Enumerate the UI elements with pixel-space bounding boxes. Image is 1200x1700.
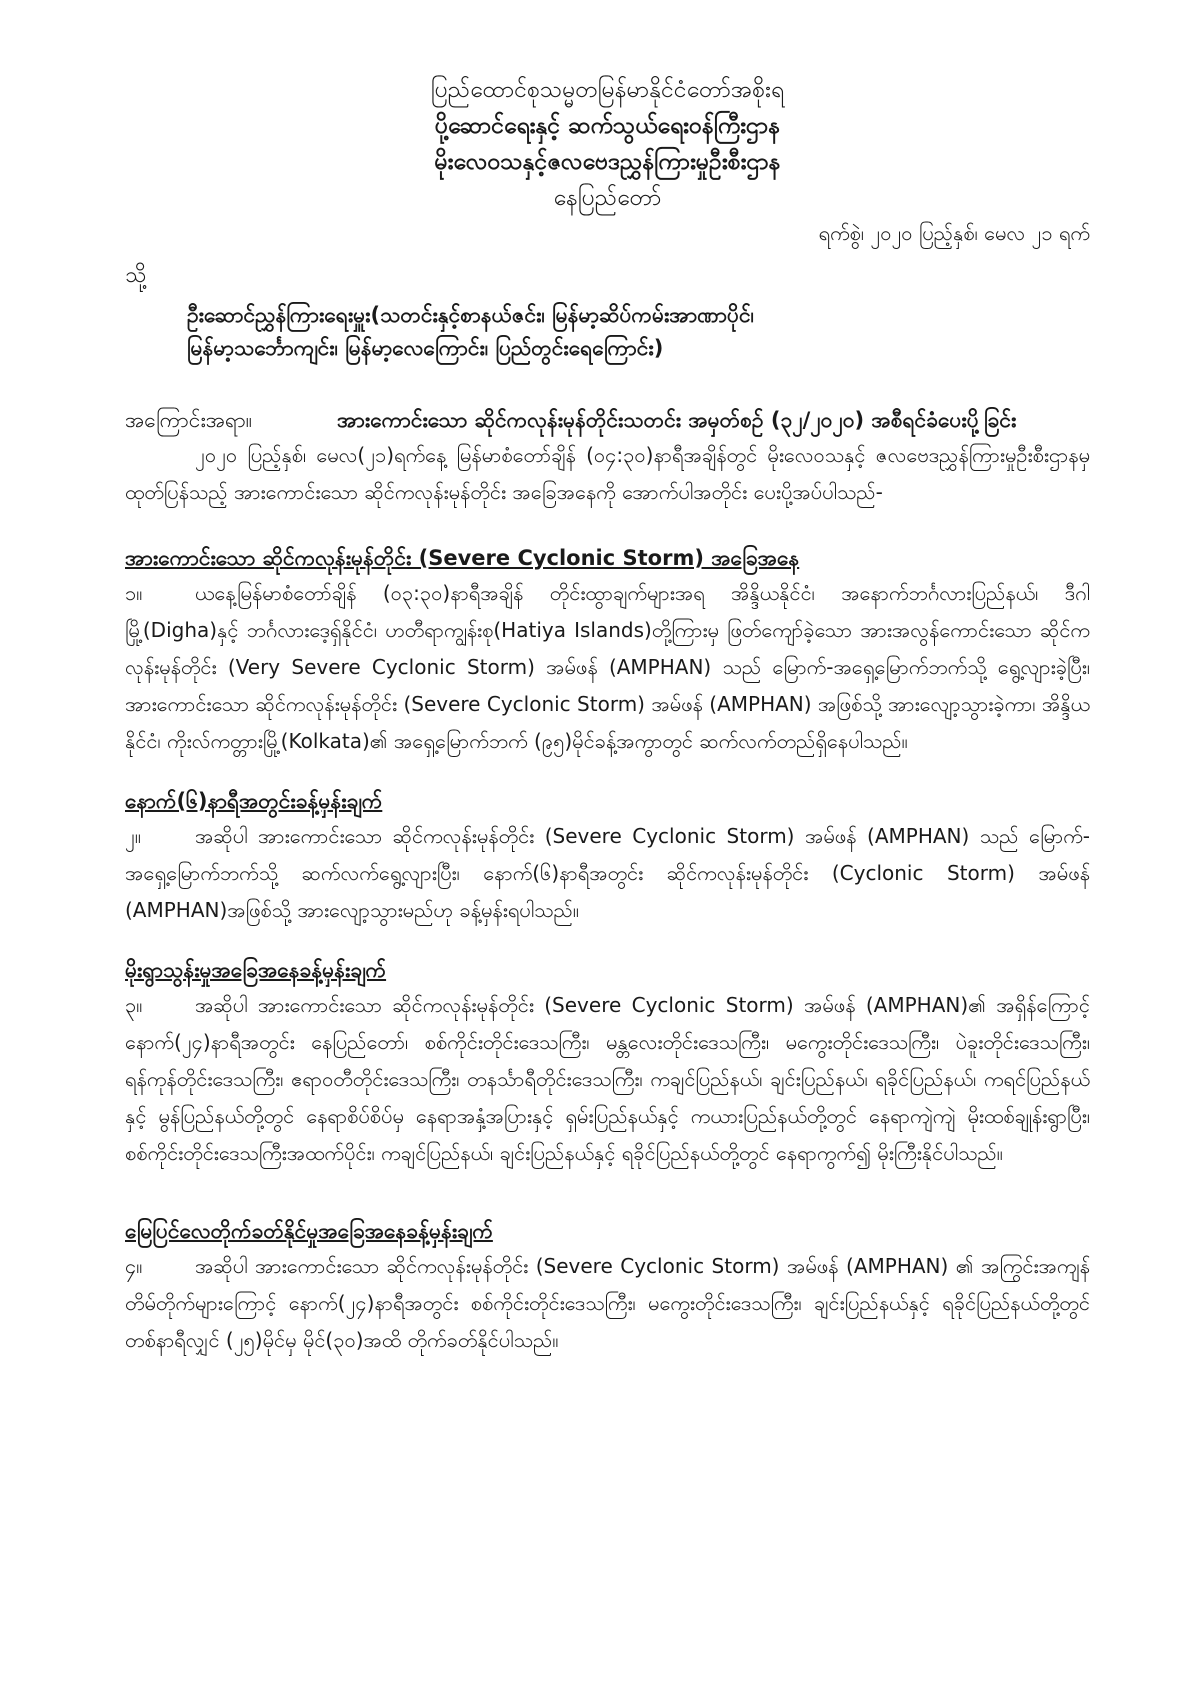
section-1: [125, 541, 1090, 760]
paragraph-number: ၃။: [125, 993, 143, 1017]
recipients-line-2: မြန်မာ့သင်္ဘောကျင်း၊ မြန်မာ့လေကြောင်း၊ ပြည်တွင်းရေကြောင်း): [187, 336, 664, 360]
intro-paragraph: ၂၀၂၀ ပြည့်နှစ်၊ မေလ(၂၁)ရက်နေ့ မြန်မာစံတော်ချိန် (၀၄:၃၀)နာရီအချိန်တွင် မိုးလေဝသနှင့် ဇလဗေဒညွှန်ကြားမှုဦးစီးဌာနမှ ထုတ်ပြန်သည့် အားကောင်းသော ဆိုင်ကလုန်းမုန်တိုင်း အခြေအနေကို အောက်ပါအတိုင်း ပေးပို့အပ်ပါသည်-: [125, 443, 1090, 504]
subject-label: အကြောင်းအရာ။: [125, 408, 253, 432]
section-4: [125, 1214, 1090, 1359]
city-name: နေပြည်တော်: [553, 185, 662, 211]
section-paragraph: [125, 987, 1090, 1172]
section-paragraph: [125, 575, 1090, 760]
section-heading: မြေပြင်လေတိုက်ခတ်နိုင်မှုအခြေအနေခန့်မှန်းချက်: [125, 1219, 493, 1243]
to-label: သို့: [125, 263, 147, 288]
section-paragraph: [125, 818, 1090, 929]
section-paragraph: [125, 1248, 1090, 1359]
ministry-name: ပို့ဆောင်ရေးနှင့် ဆက်သွယ်ရေးဝန်ကြီးဌာန: [434, 113, 781, 139]
letterhead: [125, 0, 1090, 216]
paragraph-number: ၂။: [125, 824, 141, 848]
government-name: ပြည်ထောင်စုသမ္မတမြန်မာနိုင်ငံတော်အစိုးရ: [430, 77, 785, 103]
section-heading: အားကောင်းသော ဆိုင်ကလုန်းမုန်တိုင်း (Severe Cyclonic Storm) အခြေအနေ: [125, 546, 800, 570]
paragraph-text: အဆိုပါ အားကောင်းသော ဆိုင်ကလုန်းမုန်တိုင်း (Severe Cyclonic Storm) အမ်ဖန် (AMPHAN) ၏ အကြွင်းအကျန် တိမ်တိုက်များကြောင့် နောက်(၂၄)နာရီအတွင်း စစ်ကိုင်းတိုင်းဒေသကြီး၊ မကွေးတိုင်းဒေသကြီး၊ ချင်းပြည်နယ်နှင့် ရခိုင်ပြည်နယ်တို့တွင် တစ်နာရီလျှင် (၂၅)မိုင်မှ မိုင်(၃၀)အထိ တိုက်ခတ်နိုင်ပါသည်။: [125, 1254, 1091, 1352]
paragraph-text: အဆိုပါ အားကောင်းသော ဆိုင်ကလုန်းမုန်တိုင်း (Severe Cyclonic Storm) အမ်ဖန် (AMPHAN)၏ အရှိန်ကြောင့် နောက်(၂၄)နာရီအတွင်း နေပြည်တော်၊ စစ်ကိုင်းတိုင်းဒေသကြီး၊ မန္တလေးတိုင်းဒေသကြီး၊ မကွေးတိုင်းဒေသကြီး၊ ပဲခူးတိုင်းဒေသကြီး၊ ရန်ကုန်တိုင်းဒေသကြီး၊ ဧရာဝတီတိုင်းဒေသကြီး၊ တနင်္သာရီတိုင်းဒေသကြီး၊ ကချင်ပြည်နယ်၊ ချင်းပြည်နယ်၊ ရခိုင်ပြည်နယ်၊ ကရင်ပြည်နယ်နှင့် မွန်ပြည်နယ်တို့တွင် နေရာစိပ်စိပ်မှ နေရာအနှံ့အပြားနှင့် ရှမ်းပြည်နယ်နှင့် ကယားပြည်နယ်တို့တွင် နေရာကျဲကျဲ မိုးထစ်ချုန်းရွာပြီး၊ စစ်ကိုင်းတိုင်းဒေသကြီးအထက်ပိုင်း၊ ကချင်ပြည်နယ်၊ ချင်းပြည်နယ်နှင့် ရခိုင်ပြည်နယ်တို့တွင် နေရာကွက်၍ မိုးကြီးနိုင်ပါသည်။: [125, 993, 1090, 1165]
paragraph-number: ၄။: [125, 1254, 143, 1278]
department-name: မိုးလေဝသနှင့်ဇလဗေဒညွှန်ကြားမှုဦးစီးဌာန: [434, 149, 781, 175]
recipients-line-1: ဦးဆောင်ညွှန်ကြားရေးမှူး(သတင်းနှင့်စာနယ်ဇင်း၊ မြန်မာ့ဆိပ်ကမ်းအာဏာပိုင်၊: [187, 303, 754, 327]
letter-date: ရက်စွဲ၊ ၂၀၂၀ ပြည့်နှစ်၊ မေလ ၂၁ ရက်: [818, 221, 1090, 245]
paragraph-number: ၁။: [125, 581, 143, 605]
section-2: [125, 784, 1090, 929]
paragraph-text: အဆိုပါ အားကောင်းသော ဆိုင်ကလုန်းမုန်တိုင်း (Severe Cyclonic Storm) အမ်ဖန် (AMPHAN) သည် မြောက်-အရှေ့မြောက်ဘက်သို့ ဆက်လက်ရွေ့လျားပြီး၊ နောက်(၆)နာရီအတွင်း ဆိုင်ကလုန်းမုန်တိုင်း (Cyclonic Storm) အမ်ဖန် (AMPHAN)အဖြစ်သို့ အားလျော့သွားမည်ဟု ခန့်မှန်းရပါသည်။: [125, 824, 1090, 922]
paragraph-text: ယနေ့မြန်မာစံတော်ချိန် (၀၃:၃၀)နာရီအချိန် တိုင်းထွာချက်များအရ အိန္ဒိယနိုင်ငံ၊ အနောက်ဘင်္ဂလားပြည်နယ်၊ ဒီဂါမြို့(Digha)နှင့် ဘင်္ဂလားဒေ့ရှ်နိုင်ငံ၊ ဟတီရာကျွန်းစု(Hatiya Islands)တို့ကြားမှ ဖြတ်ကျော်ခဲ့သော အားအလွန်ကောင်းသော ဆိုင်ကလုန်းမုန်တိုင်း (Very Severe Cyclonic Storm) အမ်ဖန် (AMPHAN) သည် မြောက်-အရှေ့မြောက်ဘက်သို့ ရွေ့လျားခဲ့ပြီး၊ အားကောင်းသော ဆိုင်ကလုန်းမုန်တိုင်း (Severe Cyclonic Storm) အမ်ဖန် (AMPHAN) အဖြစ်သို့ အားလျော့သွားခဲ့ကာ၊ အိန္ဒိယနိုင်ငံ၊ ကိုးလ်ကတ္တားမြို့(Kolkata)၏ အရှေ့မြောက်ဘက် (၉၅)မိုင်ခန့်အကွာတွင် ဆက်လက်တည်ရှိနေပါသည်။: [125, 581, 1090, 753]
section-heading: မိုးရွာသွန်းမှုအခြေအနေခန့်မှန်းချက်: [125, 958, 387, 982]
recipients: [125, 299, 1090, 365]
subject-row: [125, 403, 1090, 437]
section-heading: နောက်(၆)နာရီအတွင်းခန့်မှန်းချက်: [125, 789, 383, 813]
subject-text: အားကောင်းသော ဆိုင်ကလုန်းမုန်တိုင်းသတင်း အမှတ်စဉ် (၃၂/၂၀၂၀) အစီရင်ခံပေးပို့ခြင်း: [337, 408, 1017, 432]
section-3: [125, 953, 1090, 1172]
